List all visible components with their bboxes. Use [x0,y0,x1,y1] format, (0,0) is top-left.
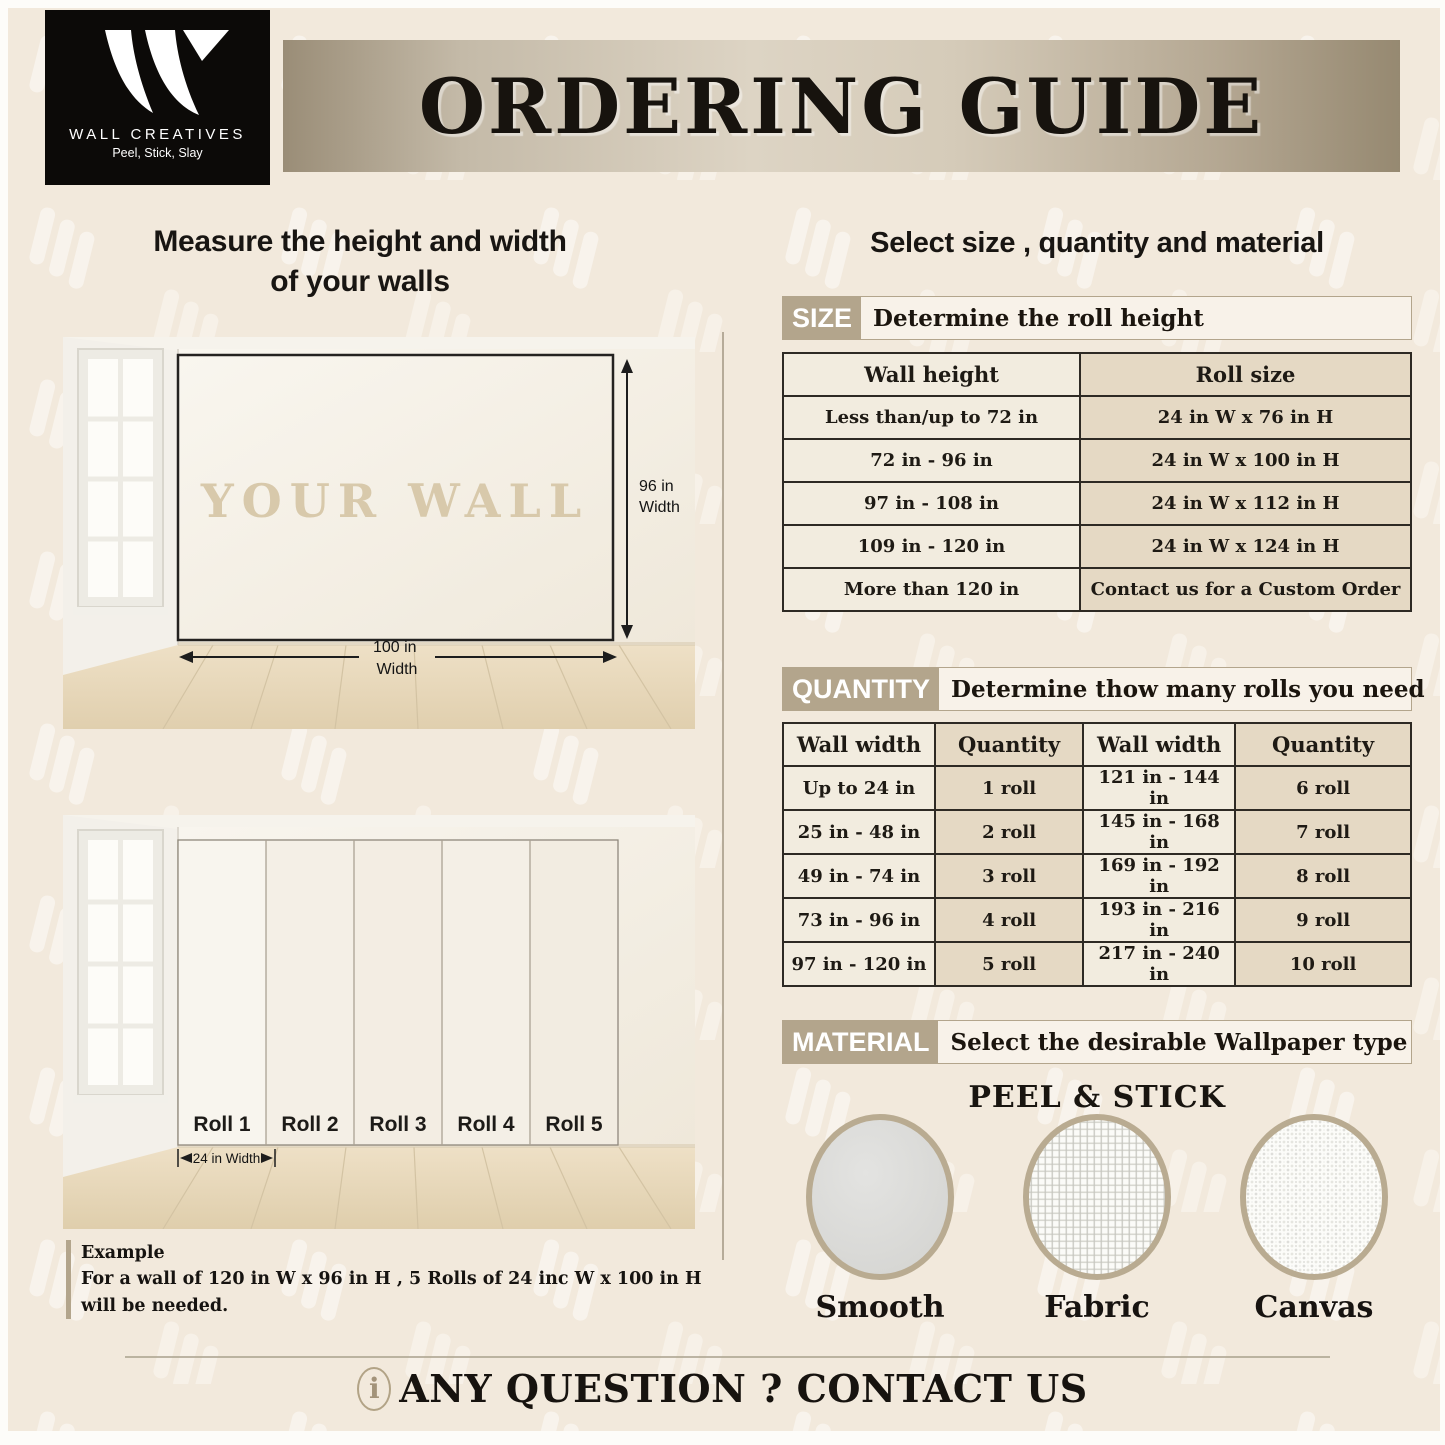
material-item-smooth [804,1112,956,1325]
quantity-table [782,722,1412,987]
brand-monogram-icon [83,24,233,124]
column-divider [722,332,724,1260]
wall-width-cell: Up to 24 in [783,766,935,810]
size-section-bar [782,296,1412,340]
material-swatches [782,1112,1412,1325]
peel-and-stick-subtitle: PEEL & STICK [968,1080,1226,1115]
roll-width-label: 24 in Width [192,1151,261,1166]
your-wall-text: YOUR WALL [200,474,590,528]
brand-name: WALL CREATIVES [69,126,246,143]
column-header: Wall width [1083,723,1235,766]
table-row [783,439,1411,482]
quantity-cell: 4 roll [935,898,1083,942]
quantity-section-label: QUANTITY [783,668,939,710]
page-title: ORDERING GUIDE [418,61,1265,151]
table-row [783,568,1411,611]
roll-label: Roll 2 [281,1113,339,1136]
roll-size-cell: 24 in W x 124 in H [1080,525,1411,568]
roll-size-cell: 24 in W x 76 in H [1080,396,1411,439]
table-row [783,525,1411,568]
column-header: Wall height [783,353,1080,396]
example-line2: will be needed. [81,1295,229,1316]
quantity-cell: 8 roll [1235,854,1411,898]
quantity-cell: 6 roll [1235,766,1411,810]
wall-width-cell: 49 in - 74 in [783,854,935,898]
example-note [66,1240,741,1319]
table-row [783,898,1411,942]
quantity-section-bar [782,667,1425,711]
table-header-row [783,723,1411,766]
measure-wall-illustration [63,337,695,729]
size-section-label: SIZE [783,297,861,339]
window [73,830,168,1103]
table-row [783,854,1411,898]
title-banner [283,40,1400,172]
wall-height-cell: More than 120 in [783,568,1080,611]
table-row [783,766,1411,810]
smooth-swatch-icon [804,1112,956,1282]
brand-logo-box [45,10,270,185]
height-label: 96 in Width [639,478,680,516]
quantity-section-title: Determine thow many rolls you need [951,675,1425,703]
material-item-canvas [1238,1112,1390,1325]
example-line1: For a wall of 120 in W x 96 in H , 5 Rolls of 24 inc W x 100 in H [81,1269,702,1290]
roll-size-cell: 24 in W x 100 in H [1080,439,1411,482]
material-label: Fabric [1044,1290,1150,1325]
column-header: Wall width [783,723,935,766]
material-section-label: MATERIAL [783,1021,938,1063]
wall-width-cell: 73 in - 96 in [783,898,935,942]
brand-tagline: Peel, Stick, Slay [112,146,203,160]
quantity-cell: 5 roll [935,942,1083,986]
table-row [783,810,1411,854]
column-header: Quantity [1235,723,1411,766]
left-heading-line2: of your walls [270,264,450,298]
wall-height-cell: 72 in - 96 in [783,439,1080,482]
roll-strips [178,840,618,1145]
wall-width-cell: 121 in - 144 in [1083,766,1235,810]
size-table [782,352,1412,612]
table-row [783,396,1411,439]
roll-label: Roll 5 [545,1113,603,1136]
material-item-fabric [1021,1112,1173,1325]
example-title: Example [81,1243,165,1263]
quantity-cell: 7 roll [1235,810,1411,854]
width-label: 100 in Width [372,639,418,678]
roll-label: Roll 4 [457,1113,515,1136]
column-header: Quantity [935,723,1083,766]
footer-divider [125,1356,1330,1358]
left-column-heading [70,222,650,301]
wall-height-cell: 109 in - 120 in [783,525,1080,568]
table-row [783,942,1411,986]
right-column-heading: Select size , quantity and material [870,227,1324,259]
info-icon: i [357,1367,391,1411]
roll-label: Roll 1 [193,1113,251,1136]
size-section-title: Determine the roll height [873,304,1204,332]
material-label: Smooth [815,1290,945,1325]
roll-label: Roll 3 [369,1113,427,1136]
wall-width-cell: 193 in - 216 in [1083,898,1235,942]
rolls-illustration [63,815,695,1229]
window [73,349,168,615]
quantity-cell: 10 roll [1235,942,1411,986]
quantity-cell: 9 roll [1235,898,1411,942]
material-section-bar [782,1020,1412,1064]
wall-width-cell: 25 in - 48 in [783,810,935,854]
roll-size-cell: Contact us for a Custom Order [1080,568,1411,611]
table-row [783,482,1411,525]
wall-height-cell: Less than/up to 72 in [783,396,1080,439]
wall-width-cell: 97 in - 120 in [783,942,935,986]
fabric-swatch-icon [1021,1112,1173,1282]
material-label: Canvas [1254,1290,1374,1325]
quantity-cell: 3 roll [935,854,1083,898]
canvas-swatch-icon [1238,1112,1390,1282]
left-heading-line1: Measure the height and width [153,225,567,258]
column-header: Roll size [1080,353,1411,396]
quantity-cell: 1 roll [935,766,1083,810]
wall-width-cell: 169 in - 192 in [1083,854,1235,898]
wall-width-cell: 217 in - 240 in [1083,942,1235,986]
roll-size-cell: 24 in W x 112 in H [1080,482,1411,525]
footer [0,1366,1445,1411]
footer-contact-text: ANY QUESTION ? CONTACT US [399,1366,1088,1411]
table-header-row [783,353,1411,396]
quantity-cell: 2 roll [935,810,1083,854]
wood-floor [63,1144,695,1229]
wall-width-cell: 145 in - 168 in [1083,810,1235,854]
wall-height-cell: 97 in - 108 in [783,482,1080,525]
material-section-title: Select the desirable Wallpaper type [950,1028,1408,1056]
